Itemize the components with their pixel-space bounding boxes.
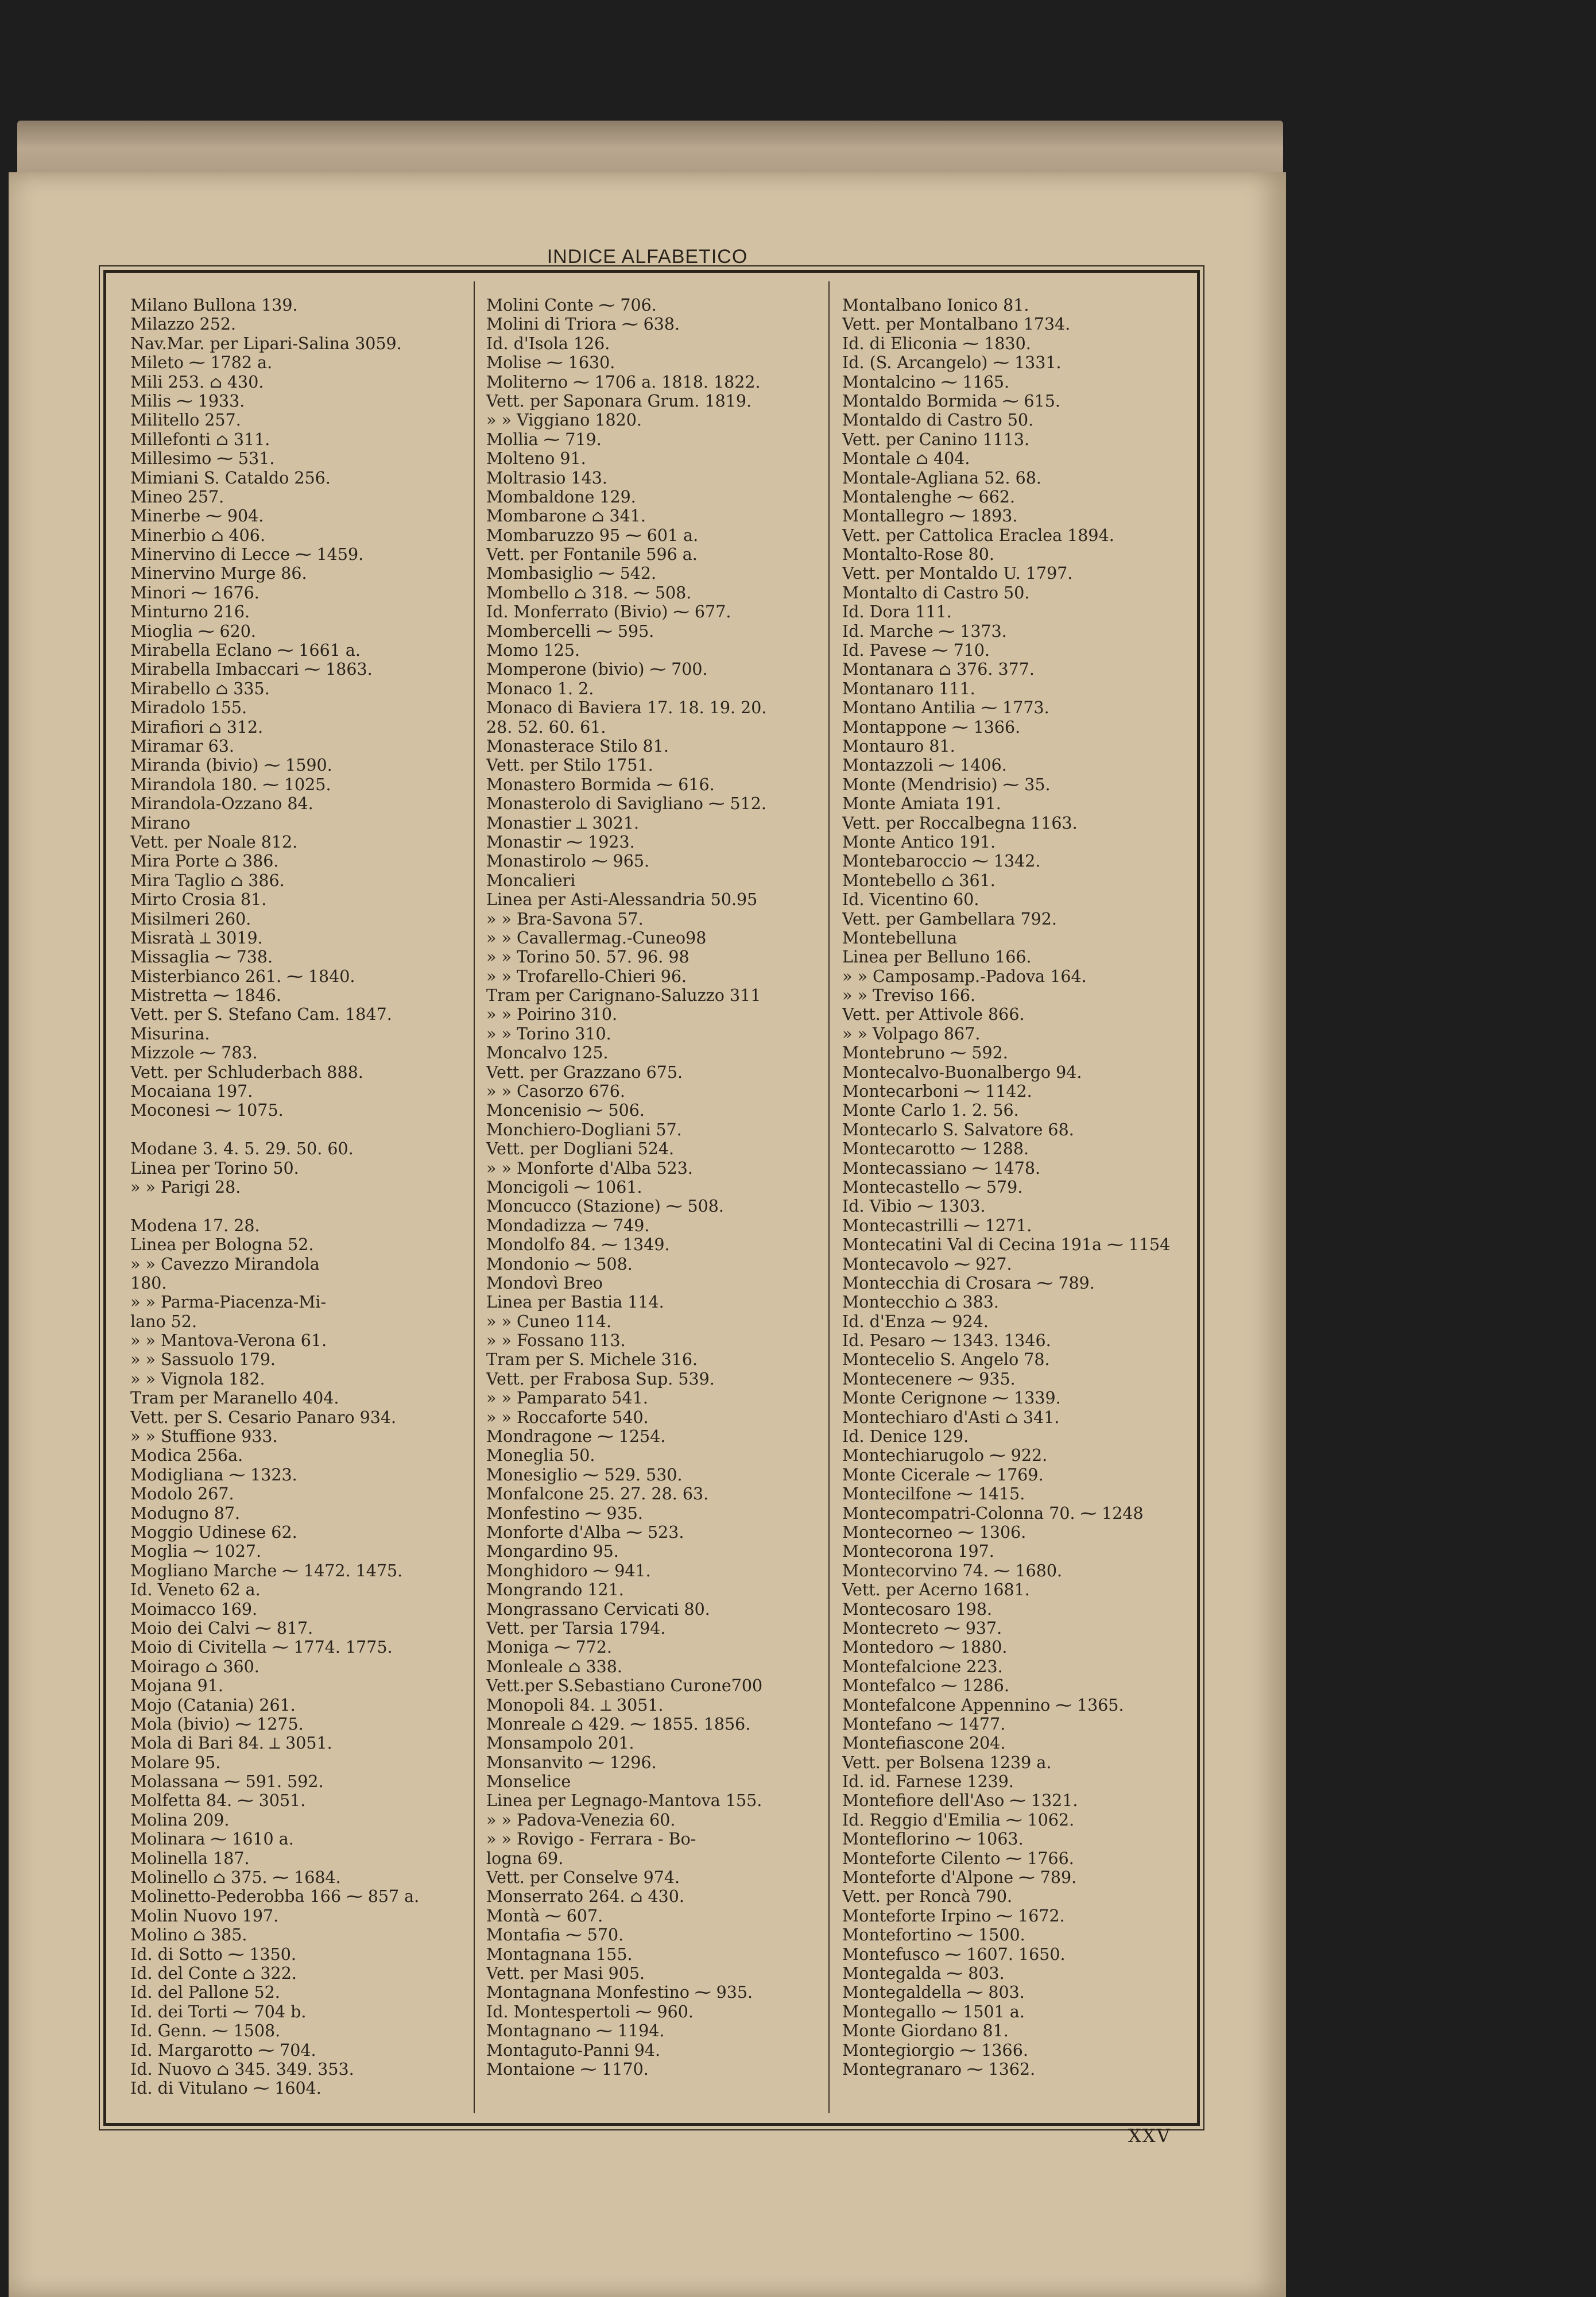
index-entry: » » Monforte d'Alba 523. [486,1158,693,1178]
index-entry: Id. Marche ⁓ 1373. [842,621,1007,641]
index-entry: Moliterno ⁓ 1706 a. 1818. 1822. [486,372,761,392]
index-entry: Montale-Agliana 52. 68. [842,468,1041,488]
index-entry: Vett. per Schluderbach 888. [130,1062,363,1082]
index-entry: Mistretta ⁓ 1846. [130,986,281,1006]
index-entry: Monteforte Irpino ⁓ 1672. [842,1906,1065,1925]
index-entry: Montecosaro 198. [842,1599,993,1619]
index-entry: Monteflorino ⁓ 1063. [842,1830,1024,1849]
index-entry: Montegalda ⁓ 803. [842,1963,1005,1983]
index-entry: Montecatini Val di Cecina 191a ⁓ 1154 [842,1235,1171,1255]
index-entry: Mongrando 121. [486,1580,624,1600]
index-entry: Id. Pesaro ⁓ 1343. 1346. [842,1331,1051,1351]
index-entry: Monastero Bormida ⁓ 616. [486,775,715,794]
index-entry: Montefalcione 223. [842,1657,1003,1676]
index-column-2 [486,296,831,2105]
index-entry: Monte Cerignone ⁓ 1339. [842,1389,1061,1408]
index-entry: Mileto ⁓ 1782 a. [130,353,273,373]
index-entry: Monastir ⁓ 1923. [486,832,635,852]
index-entry: » » Trofarello-Chieri 96. [486,966,687,986]
index-entry: Monesiglio ⁓ 529. 530. [486,1465,683,1484]
index-entry: Moirago ⌂ 360. [130,1657,259,1676]
index-entry: » » Poirino 310. [486,1005,618,1024]
index-entry: Monreale ⌂ 429. ⁓ 1855. 1856. [486,1714,751,1734]
index-entry: » » Rovigo - Ferrara - Bo- [486,1830,696,1849]
index-entry: 180. [130,1273,167,1293]
index-entry: Vett. per Montalbano 1734. [842,315,1071,334]
index-entry: Monserrato 264. ⌂ 430. [486,1887,684,1907]
index-entry: Montebaroccio ⁓ 1342. [842,852,1041,871]
index-entry: Minori ⁓ 1676. [130,583,259,602]
index-entry: 28. 52. 60. 61. [486,717,606,737]
index-entry: Misilmeri 260. [130,909,251,929]
book-page [9,172,1286,2297]
index-entry: » » Stuffione 933. [130,1427,278,1447]
index-entry: » » Cavezzo Mirandola [130,1254,320,1274]
index-entry: logna 69. [486,1849,564,1868]
index-entry: Vett. per Frabosa Sup. 539. [486,1369,715,1389]
index-entry: Mombello ⌂ 318. ⁓ 508. [486,583,692,602]
index-entry: Moglia ⁓ 1027. [130,1542,262,1561]
index-entry: Mirabella Imbaccari ⁓ 1863. [130,660,373,679]
index-entry: Minerbe ⁓ 904. [130,506,264,526]
index-entry: Miramar 63. [130,736,234,756]
index-entry: Montecarboni ⁓ 1142. [842,1082,1032,1101]
index-entry: Mondonio ⁓ 508. [486,1254,633,1274]
index-frame [103,270,1200,2126]
index-entry: Id. Pavese ⁓ 710. [842,641,990,660]
index-entry: Montà ⁓ 607. [486,1906,603,1925]
index-entry: Monaco di Baviera 17. 18. 19. 20. [486,698,767,718]
index-entry: Montegiorgio ⁓ 1366. [842,2040,1028,2060]
index-entry: Monasterolo di Savigliano ⁓ 512. [486,794,766,814]
index-entry: Id. Vibio ⁓ 1303. [842,1197,986,1216]
index-entry: » » Parigi 28. [130,1177,241,1197]
index-entry: Molfetta 84. ⁓ 3051. [130,1791,306,1811]
index-entry: Id. (S. Arcangelo) ⁓ 1331. [842,353,1062,373]
index-entry: Milano Bullona 139. [130,296,298,315]
index-entry: » » Parma-Piacenza-Mi- [130,1293,327,1312]
index-column-1 [130,296,475,2105]
index-entry: Monaco 1. 2. [486,679,594,698]
index-entry: Montappone ⁓ 1366. [842,717,1021,737]
index-entry: Montecastrilli ⁓ 1271. [842,1216,1032,1235]
index-entry: Montecavolo ⁓ 927. [842,1254,1012,1274]
index-entry: Minervino Murge 86. [130,564,307,583]
index-entry: Montecelio S. Angelo 78. [842,1350,1050,1370]
index-entry: Miranda (bivio) ⁓ 1590. [130,756,332,775]
index-entry: Molare 95. [130,1753,221,1772]
index-entry: Momo 125. [486,641,580,660]
index-entry: Nav.Mar. per Lipari-Salina 3059. [130,334,402,353]
index-entry: Mineo 257. [130,487,224,506]
index-entry: » » Pamparato 541. [486,1389,648,1408]
index-entry: Vett. per Masi 905. [486,1963,645,1983]
index-entry: Vett. per Roncà 790. [842,1887,1013,1907]
index-entry: Molinella 187. [130,1849,250,1868]
index-entry: Montecchia di Crosara ⁓ 789. [842,1273,1095,1293]
index-entry: Id. di Eliconia ⁓ 1830. [842,334,1031,353]
index-entry: Montalcino ⁓ 1165. [842,372,1010,392]
index-entry: Moio dei Calvi ⁓ 817. [130,1618,313,1638]
index-entry: Montefiascone 204. [842,1734,1006,1753]
index-entry: Montecchio ⌂ 383. [842,1293,999,1312]
index-entry: » » Cavallermag.-Cuneo98 [486,928,707,948]
index-entry: Moconesi ⁓ 1075. [130,1101,284,1120]
index-entry [130,1197,475,1216]
index-entry: Molise ⁓ 1630. [486,353,615,373]
index-entry: Monte Antico 191. [842,832,996,852]
index-entry: Monleale ⌂ 338. [486,1657,622,1676]
index-entry: Minervino di Lecce ⁓ 1459. [130,545,364,564]
index-entry: Id. Monferrato (Bivio) ⁓ 677. [486,602,731,622]
index-entry: » » Mantova-Verona 61. [130,1331,327,1351]
index-column-3 [842,296,1187,2105]
index-entry: » » Sassuolo 179. [130,1350,276,1370]
index-entry: Vett. per Gambellara 792. [842,909,1057,929]
index-entry: Moncenisio ⁓ 506. [486,1101,645,1120]
index-entry: Monselice [486,1772,571,1792]
index-entry: Mondragone ⁓ 1254. [486,1427,666,1447]
index-entry: Mira Taglio ⌂ 386. [130,871,285,890]
index-entry: Montalbano Ionico 81. [842,296,1029,315]
index-entry: Id. dei Torti ⁓ 704 b. [130,2002,307,2021]
index-entry: Montefano ⁓ 1477. [842,1714,1006,1734]
index-entry: Montechiaro d'Asti ⌂ 341. [842,1407,1060,1427]
index-entry: Montefalcone Appennino ⁓ 1365. [842,1695,1124,1715]
index-entry: Vett.per S.Sebastiano Curone700 [486,1676,763,1696]
index-entry: Linea per Bologna 52. [130,1235,314,1255]
index-entry: Id. id. Farnese 1239. [842,1772,1014,1792]
index-entry: Montefusco ⁓ 1607. 1650. [842,1944,1066,1964]
index-entry: Montebruno ⁓ 592. [842,1043,1008,1063]
index-entry: Montalenghe ⁓ 662. [842,487,1016,506]
index-entry: Montaguto-Panni 94. [486,2040,661,2060]
index-entry: » » Torino 310. [486,1024,611,1043]
index-entry: Molinetto-Pederobba 166 ⁓ 857 a. [130,1887,420,1907]
index-entry: Tram per Maranello 404. [130,1389,339,1408]
index-entry: Monghidoro ⁓ 941. [486,1561,651,1580]
index-entry: Modica 256a. [130,1446,243,1465]
index-entry: » » Casorzo 676. [486,1082,625,1101]
index-entry: » » Viggiano 1820. [486,411,642,430]
index-entry: Vett. per S. Stefano Cam. 1847. [130,1005,392,1024]
index-entry: Vett. per Roccalbegna 1163. [842,813,1078,833]
index-entry: Id. d'Enza ⁓ 924. [842,1312,989,1331]
index-entry: Tram per S. Michele 316. [486,1350,698,1370]
index-entry: Monfalcone 25. 27. 28. 63. [486,1484,709,1504]
index-entry: Montecorvino 74. ⁓ 1680. [842,1561,1063,1580]
index-entry: Linea per Torino 50. [130,1158,299,1178]
index-entry: Mongrassano Cervicati 80. [486,1599,710,1619]
index-entry: Vett. per Acerno 1681. [842,1580,1030,1600]
index-entry: Moneglia 50. [486,1446,595,1465]
index-entry: Montagnana 155. [486,1944,633,1964]
index-entry: Vett. per Noale 812. [130,832,298,852]
index-entry: Monasterace Stilo 81. [486,736,669,756]
index-entry: Vett. per Saponara Grum. 1819. [486,391,752,411]
index-entry: Monchiero-Dogliani 57. [486,1120,682,1139]
index-entry: Misurina. [130,1024,210,1043]
page-number: XXV [1128,2125,1171,2147]
index-entry: Mirto Crosia 81. [130,890,267,910]
index-entry: Modane 3. 4. 5. 29. 50. 60. [130,1139,354,1159]
index-entry: Vett. per Attivole 866. [842,1005,1025,1024]
index-entry: Linea per Belluno 166. [842,948,1032,967]
index-entry: Monte Amiata 191. [842,794,1001,814]
index-entry: Minerbio ⌂ 406. [130,525,265,545]
index-entry: Montanaro 111. [842,679,975,698]
index-entry: Montecorona 197. [842,1542,994,1561]
index-entry: Molinello ⌂ 375. ⁓ 1684. [130,1868,341,1888]
index-entry: » » Cuneo 114. [486,1312,612,1331]
index-entry: Vett. per Grazzano 675. [486,1062,683,1082]
index-entry: Molinara ⁓ 1610 a. [130,1830,294,1849]
index-entry: Moncalvo 125. [486,1043,609,1063]
index-entry: Molin Nuovo 197. [130,1906,279,1925]
index-entry: Milis ⁓ 1933. [130,391,245,411]
index-entry: Moio di Civitella ⁓ 1774. 1775. [130,1638,393,1657]
index-entry: Moncigoli ⁓ 1061. [486,1177,642,1197]
index-entry: Montecilfone ⁓ 1415. [842,1484,1025,1504]
index-entry: Monopoli 84. ⟂ 3051. [486,1695,664,1715]
index-entry: Mondovì Breo [486,1273,603,1293]
index-entry: Montefortino ⁓ 1500. [842,1925,1025,1945]
index-entry: Mira Porte ⌂ 386. [130,852,279,871]
index-entry: Montecastello ⁓ 579. [842,1177,1023,1197]
index-entry: Monte (Mendrisio) ⁓ 35. [842,775,1051,794]
index-entry: Mojana 91. [130,1676,223,1696]
index-entry: Vett. per Tarsia 1794. [486,1618,666,1638]
index-entry: Montalto-Rose 80. [842,545,994,564]
index-entry: Mirandola-Ozzano 84. [130,794,313,814]
index-entry: Mirabella Eclano ⁓ 1661 a. [130,641,361,660]
index-entry: Vett. per Stilo 1751. [486,756,653,775]
index-entry: Montaldo di Castro 50. [842,411,1034,430]
index-entry: Id. del Pallone 52. [130,1983,280,2002]
index-entry: Molini Conte ⁓ 706. [486,296,657,315]
index-entry: Vett. per Bolsena 1239 a. [842,1753,1052,1772]
index-entry: Mondadizza ⁓ 749. [486,1216,650,1235]
index-entry: Moncucco (Stazione) ⁓ 508. [486,1197,724,1216]
index-entry: Mondolfo 84. ⁓ 1349. [486,1235,670,1255]
index-entry: Vett. per Cattolica Eraclea 1894. [842,525,1114,545]
index-entry: Miradolo 155. [130,698,247,718]
index-entry: » » Volpago 867. [842,1024,981,1043]
index-entry: Mombasiglio ⁓ 542. [486,564,657,583]
index-entry: Id. Veneto 62 a. [130,1580,261,1600]
index-entry: Mojo (Catania) 261. [130,1695,296,1715]
index-entry: Id. Montespertoli ⁓ 960. [486,2002,694,2021]
index-entry: Monsampolo 201. [486,1734,634,1753]
index-entry: Mola (bivio) ⁓ 1275. [130,1714,304,1734]
index-entry: Vett. per Canino 1113. [842,430,1030,449]
index-entry: » » Fossano 113. [486,1331,626,1351]
index-entry: Montazzoli ⁓ 1406. [842,756,1007,775]
index-entry: Milazzo 252. [130,315,237,334]
index-entry: Mirandola 180. ⁓ 1025. [130,775,331,794]
index-entry: Montagnana Monfestino ⁓ 935. [486,1983,753,2002]
index-entry: Id. del Conte ⌂ 322. [130,1963,297,1983]
index-entry: Molassana ⁓ 591. 592. [130,1772,324,1792]
index-entry: Id. Genn. ⁓ 1508. [130,2021,281,2041]
index-entry: Mollia ⁓ 719. [486,430,602,449]
index-entry: Montegranaro ⁓ 1362. [842,2059,1036,2079]
index-entry: Modigliana ⁓ 1323. [130,1465,297,1484]
index-entry: Monte Giordano 81. [842,2021,1009,2041]
index-entry: » » Padova-Venezia 60. [486,1810,676,1830]
index-entry: Monsanvito ⁓ 1296. [486,1753,657,1772]
index-entry: Montecassiano ⁓ 1478. [842,1158,1041,1178]
index-entry: Mola di Bari 84. ⟂ 3051. [130,1734,332,1753]
index-entry: Mombaldone 129. [486,487,636,506]
index-entry: » » Vignola 182. [130,1369,265,1389]
index-entry: Vett. per Montaldo U. 1797. [842,564,1073,583]
index-entry: Vett. per Conselve 974. [486,1868,680,1888]
index-entry: Montefiore dell'Aso ⁓ 1321. [842,1791,1078,1811]
index-entry: Monforte d'Alba ⁓ 523. [486,1523,684,1542]
index-entry: Mombarone ⌂ 341. [486,506,646,526]
index-entry: Montebelluna [842,928,958,948]
index-entry: Montafia ⁓ 570. [486,1925,624,1945]
index-entry: Id. Reggio d'Emilia ⁓ 1062. [842,1810,1075,1830]
index-entry: Mombaruzzo 95 ⁓ 601 a. [486,525,699,545]
index-entry: Monastier ⟂ 3021. [486,813,640,833]
index-entry: lano 52. [130,1312,197,1331]
index-entry: Id. d'Isola 126. [486,334,610,353]
index-entry: Monteforte d'Alpone ⁓ 789. [842,1868,1077,1888]
index-entry: Id. di Vitulano ⁓ 1604. [130,2079,321,2098]
index-entry: Montecarlo S. Salvatore 68. [842,1120,1074,1139]
index-entry: Id. Nuovo ⌂ 345. 349. 353. [130,2059,354,2079]
index-entry: Linea per Legnago-Mantova 155. [486,1791,762,1811]
index-entry: Linea per Asti-Alessandria 50.95 [486,890,758,910]
index-entry: Millefonti ⌂ 311. [130,430,270,449]
index-entry: Montefalco ⁓ 1286. [842,1676,1009,1696]
index-entry: Modena 17. 28. [130,1216,260,1235]
index-entry: Monastirolo ⁓ 965. [486,852,650,871]
index-entry: Molina 209. [130,1810,230,1830]
index-entry: Montecompatri-Colonna 70. ⁓ 1248 [842,1503,1144,1523]
index-entry: Montedoro ⁓ 1880. [842,1638,1008,1657]
index-entry: Misterbianco 261. ⁓ 1840. [130,966,355,986]
index-entry: Vett. per Dogliani 524. [486,1139,675,1159]
index-entry: Mogliano Marche ⁓ 1472. 1475. [130,1561,403,1580]
index-entry: Montechiarugolo ⁓ 922. [842,1446,1048,1465]
index-entry: Millesimo ⁓ 531. [130,449,275,469]
index-entry: Id. Denice 129. [842,1427,969,1447]
index-entry: Momperone (bivio) ⁓ 700. [486,660,708,679]
index-entry: Moggio Udinese 62. [130,1523,297,1542]
index-entry: Id. Dora 111. [842,602,952,622]
index-entry: Moltrasio 143. [486,468,607,488]
index-entry: » » Treviso 166. [842,986,976,1006]
index-entry: Mirano [130,813,191,833]
index-entry: Molini di Triora ⁓ 638. [486,315,680,334]
index-entry: Monte Cicerale ⁓ 1769. [842,1465,1044,1484]
index-entry: Id. Margarotto ⁓ 704. [130,2040,316,2060]
index-entry: Mirabello ⌂ 335. [130,679,270,698]
index-entry: » » Torino 50. 57. 96. 98 [486,948,689,967]
index-entry: Montegallo ⁓ 1501 a. [842,2002,1025,2021]
index-entry: Vett. per Fontanile 596 a. [486,545,698,564]
index-entry: Montaldo Bormida ⁓ 615. [842,391,1060,411]
index-entry: Moncalieri [486,871,576,890]
index-entry: Id. di Sotto ⁓ 1350. [130,1944,296,1964]
index-entry [130,1120,475,1139]
index-entry: Militello 257. [130,411,241,430]
index-entry: Montagnano ⁓ 1194. [486,2021,665,2041]
running-head: INDICE ALFABETICO [547,246,748,268]
index-entry: Mongardino 95. [486,1542,619,1561]
index-entry: Mizzole ⁓ 783. [130,1043,258,1063]
index-entry: Montalto di Castro 50. [842,583,1030,602]
index-entry: Montanara ⌂ 376. 377. [842,660,1035,679]
index-entry: Montecorneo ⁓ 1306. [842,1523,1026,1542]
index-entry: Montano Antilia ⁓ 1773. [842,698,1049,718]
index-entry: Mimiani S. Cataldo 256. [130,468,331,488]
index-entry: Montecreto ⁓ 937. [842,1618,1002,1638]
index-entry: » » Bra-Savona 57. [486,909,644,929]
index-entry: Mili 253. ⌂ 430. [130,372,264,392]
index-entry: Montauro 81. [842,736,955,756]
index-entry: Linea per Bastia 114. [486,1293,664,1312]
index-entry: Mocaiana 197. [130,1082,253,1101]
index-entry: Modugno 87. [130,1503,241,1523]
index-entry: Monfestino ⁓ 935. [486,1503,643,1523]
index-entry: Moniga ⁓ 772. [486,1638,613,1657]
index-entry: » » Camposamp.-Padova 164. [842,966,1087,986]
index-entry: Montegaldella ⁓ 803. [842,1983,1025,2002]
index-entry: Tram per Carignano-Saluzzo 311 [486,986,761,1006]
index-entry: Montale ⌂ 404. [842,449,970,469]
index-entry: Minturno 216. [130,602,250,622]
index-entry: Molteno 91. [486,449,586,469]
index-entry: Moimacco 169. [130,1599,258,1619]
index-entry: Mombercelli ⁓ 595. [486,621,654,641]
index-entry: Montecalvo-Buonalbergo 94. [842,1062,1082,1082]
index-entry: Mirafiori ⌂ 312. [130,717,264,737]
index-entry: Misratà ⟂ 3019. [130,928,263,948]
index-entry: Montebello ⌂ 361. [842,871,995,890]
index-entry: Molino ⌂ 385. [130,1925,247,1945]
index-entry: » » Roccaforte 540. [486,1407,649,1427]
index-entry: Montallegro ⁓ 1893. [842,506,1018,526]
index-entry: Monte Carlo 1. 2. 56. [842,1101,1019,1120]
index-entry: Montecarotto ⁓ 1288. [842,1139,1029,1159]
index-entry: Missaglia ⁓ 738. [130,948,273,967]
index-entry: Mioglia ⁓ 620. [130,621,256,641]
index-entry: Vett. per S. Cesario Panaro 934. [130,1407,397,1427]
index-entry: Montecenere ⁓ 935. [842,1369,1016,1389]
index-entry: Modolo 267. [130,1484,234,1504]
index-entry: Monteforte Cilento ⁓ 1766. [842,1849,1074,1868]
index-entry: Montaione ⁓ 1170. [486,2059,649,2079]
index-entry: Id. Vicentino 60. [842,890,979,910]
